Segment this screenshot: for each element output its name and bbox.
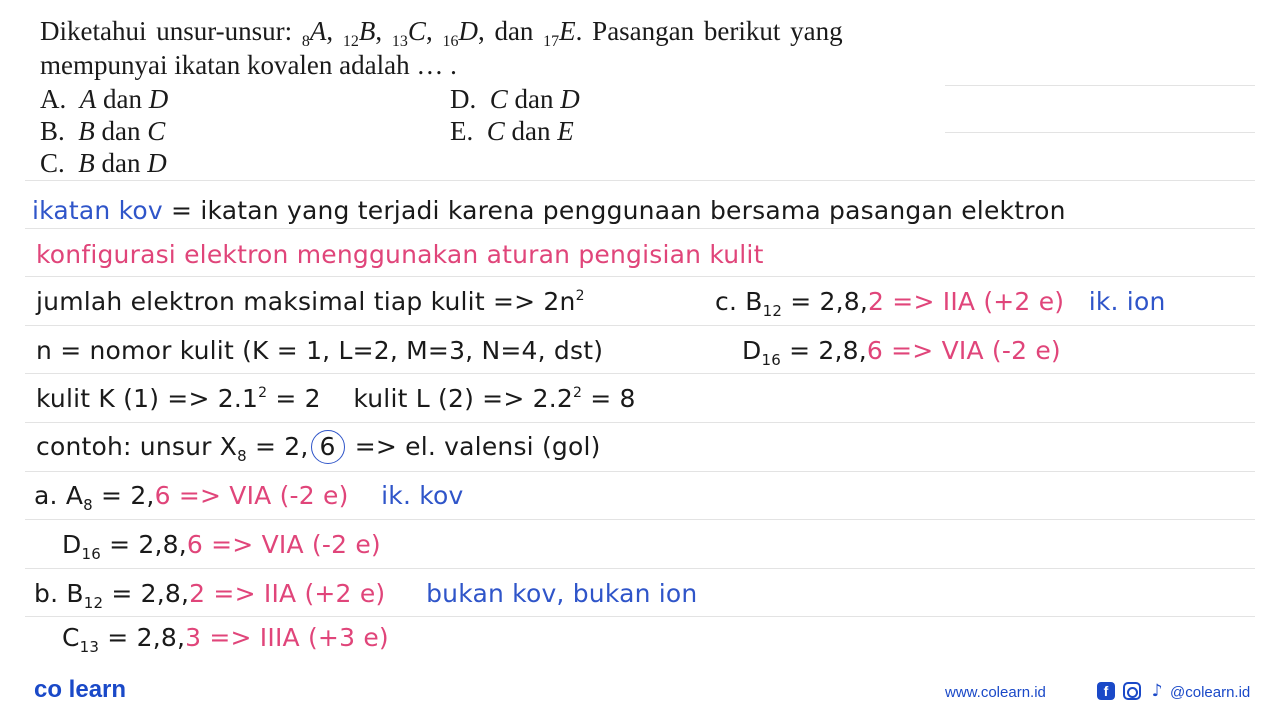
definition-line: ikatan kov = ikatan yang terjadi karena penggunaan bersama pasangan elektron xyxy=(32,196,1066,225)
divider xyxy=(25,276,1255,277)
divider xyxy=(25,228,1255,229)
divider xyxy=(25,471,1255,472)
option-a[interactable]: A. A dan D xyxy=(40,84,169,114)
question-line-1: Diketahui unsur-unsur: $_8$A, $_{12}$B, $_{13}$C, $_{16}$D, dan $_{17}$E. Pasangan berikut yang xyxy=(40,16,843,50)
divider xyxy=(25,616,1255,617)
instagram-icon[interactable] xyxy=(1123,682,1141,700)
divider xyxy=(25,325,1255,326)
option-d[interactable]: D. C dan D xyxy=(450,84,580,114)
valence-circle: 6 xyxy=(311,430,345,464)
line-d16: $D_{16} = 2,8,6$ => VIA (-2 e) xyxy=(62,530,381,563)
line-a: a. $A_8 = 2,6$ => VIA (-2 e) ik. kov xyxy=(34,481,464,514)
divider xyxy=(945,85,1255,86)
divider xyxy=(25,568,1255,569)
facebook-icon[interactable]: f xyxy=(1097,682,1115,700)
divider xyxy=(25,422,1255,423)
option-b[interactable]: B. B dan C xyxy=(40,116,166,146)
divider xyxy=(945,132,1255,133)
n-definition: n = nomor kulit (K = 1, L=2, M=3, N=4, dst) xyxy=(36,336,604,365)
line-d16-right: $D_{16} = 2,8,6$ => VIA (-2 e) xyxy=(742,336,1061,369)
colearn-logo: co learn xyxy=(34,676,127,703)
website-link[interactable]: www.colearn.id xyxy=(945,684,1046,701)
divider xyxy=(25,180,1255,181)
line-b: b. $B_{12} = 2,8,2$ => IIA (+2 e) bukan kov, bukan ion xyxy=(34,579,698,612)
divider xyxy=(25,373,1255,374)
line-c13: $C_{13} = 2,8,3$ => IIIA (+3 e) xyxy=(62,623,389,656)
option-c[interactable]: C. B dan D xyxy=(40,148,167,178)
max-electrons-line: jumlah elektron maksimal tiap kulit => $2n^2$ xyxy=(36,287,585,316)
social-handle[interactable]: @colearn.id xyxy=(1170,684,1251,701)
config-rule: konfigurasi elektron menggunakan aturan pengisian kulit xyxy=(36,240,764,269)
footer xyxy=(0,668,1280,720)
question-line-2: mempunyai ikatan kovalen adalah … . xyxy=(40,50,457,80)
kulit-line: kulit K $(1) => 2.1^2 = 2$ kulit L $(2) => 2.2^2 = 8$ xyxy=(36,384,636,413)
line-c: c. $B_{12} = 2,8,2$ => IIA (+2 e) ik. ion xyxy=(715,287,1166,320)
option-e[interactable]: E. C dan E xyxy=(450,116,574,146)
contoh-line: contoh: unsur $X_8 = 2$, 6 => el. valensi (gol) xyxy=(36,432,601,465)
tiktok-icon[interactable]: ♪ xyxy=(1151,681,1163,701)
divider xyxy=(25,519,1255,520)
